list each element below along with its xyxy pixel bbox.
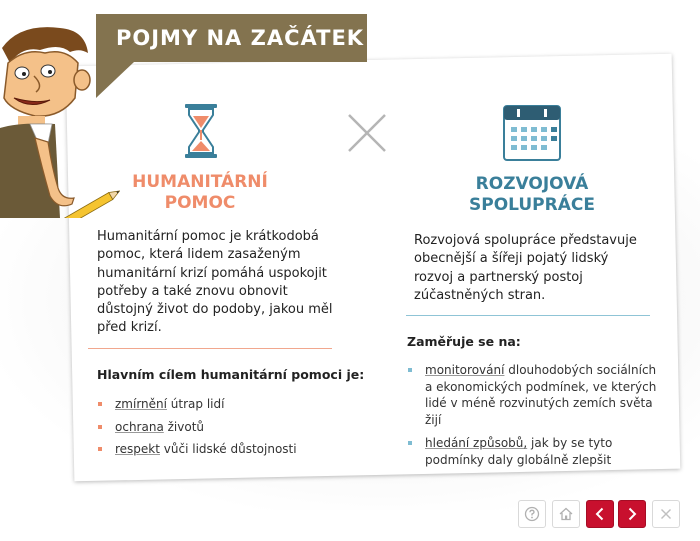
list-item-text: životů xyxy=(163,419,204,434)
development-description: Rozvojová spolupráce představuje obecnější a šířeji pojatý lidský rozvoj a partnerský postoj zúčastněných stran. xyxy=(414,233,637,303)
list-item xyxy=(97,441,337,458)
list-item-term: hledání způsobů, xyxy=(425,436,528,450)
list-item-term: monitorování xyxy=(425,363,505,377)
list-item-text: dlouhodobých sociálních a ekonomických podmínek, ve kterých lidé v méně rozvinutých zemích světa žijí xyxy=(425,363,657,427)
development-list xyxy=(407,362,667,475)
list-item-text: vůči lidské důstojnosti xyxy=(159,442,297,456)
bullet-icon xyxy=(408,368,412,372)
development-title-line1: ROZVOJOVÁ xyxy=(475,174,589,194)
bullet-icon xyxy=(408,441,412,445)
home-button[interactable] xyxy=(552,500,580,528)
development-divider xyxy=(406,315,650,316)
next-button[interactable] xyxy=(618,500,646,528)
list-item-text: jak by se tyto podmínky daly globálně zlepšit xyxy=(425,436,613,467)
page-title xyxy=(96,14,367,62)
humanitarian-title-line2: POMOC xyxy=(164,193,236,213)
page-title-text: POJMY NA ZAČÁTEK xyxy=(116,26,365,50)
previous-icon xyxy=(592,506,608,522)
list-item xyxy=(97,396,337,413)
list-item-text: útrap lidí xyxy=(166,397,225,411)
bullet-icon xyxy=(98,402,102,406)
humanitarian-description: Humanitární pomoc je krátkodobá pomoc, která lidem zasaženým humanitární krizí pomáhá uspokojit potřeby a také znovu obnovit důstojný život do podoby, jakou měl před krizí. xyxy=(97,229,333,336)
bullet-icon xyxy=(98,425,102,429)
development-title-line2: SPOLUPRÁCE xyxy=(469,195,595,215)
development-title xyxy=(452,174,612,216)
next-icon xyxy=(624,506,640,522)
close-button[interactable] xyxy=(652,500,680,528)
list-item xyxy=(407,362,667,428)
development-subheading: Zaměřuje se na: xyxy=(407,334,521,349)
list-item-term: respekt xyxy=(115,442,160,456)
list-item-term: zmírnění xyxy=(115,397,167,411)
list-item xyxy=(407,435,667,468)
help-button[interactable] xyxy=(518,500,546,528)
home-icon xyxy=(558,506,574,522)
humanitarian-divider xyxy=(88,348,332,349)
previous-button[interactable] xyxy=(586,500,614,528)
humanitarian-list xyxy=(97,396,337,464)
navigation-bar xyxy=(518,500,683,530)
banner-tail xyxy=(96,62,134,98)
help-icon xyxy=(524,506,540,522)
hourglass-icon xyxy=(183,103,219,159)
list-item-term: ochrana xyxy=(115,419,164,434)
bullet-icon xyxy=(98,447,102,451)
list-item xyxy=(97,419,337,436)
calendar-icon xyxy=(503,105,561,161)
close-icon xyxy=(658,506,674,522)
versus-x-icon xyxy=(346,112,388,154)
humanitarian-title-line1: HUMANITÁRNÍ xyxy=(132,172,268,192)
humanitarian-subheading: Hlavním cílem humanitární pomoci je: xyxy=(97,367,365,382)
humanitarian-title xyxy=(120,172,280,214)
